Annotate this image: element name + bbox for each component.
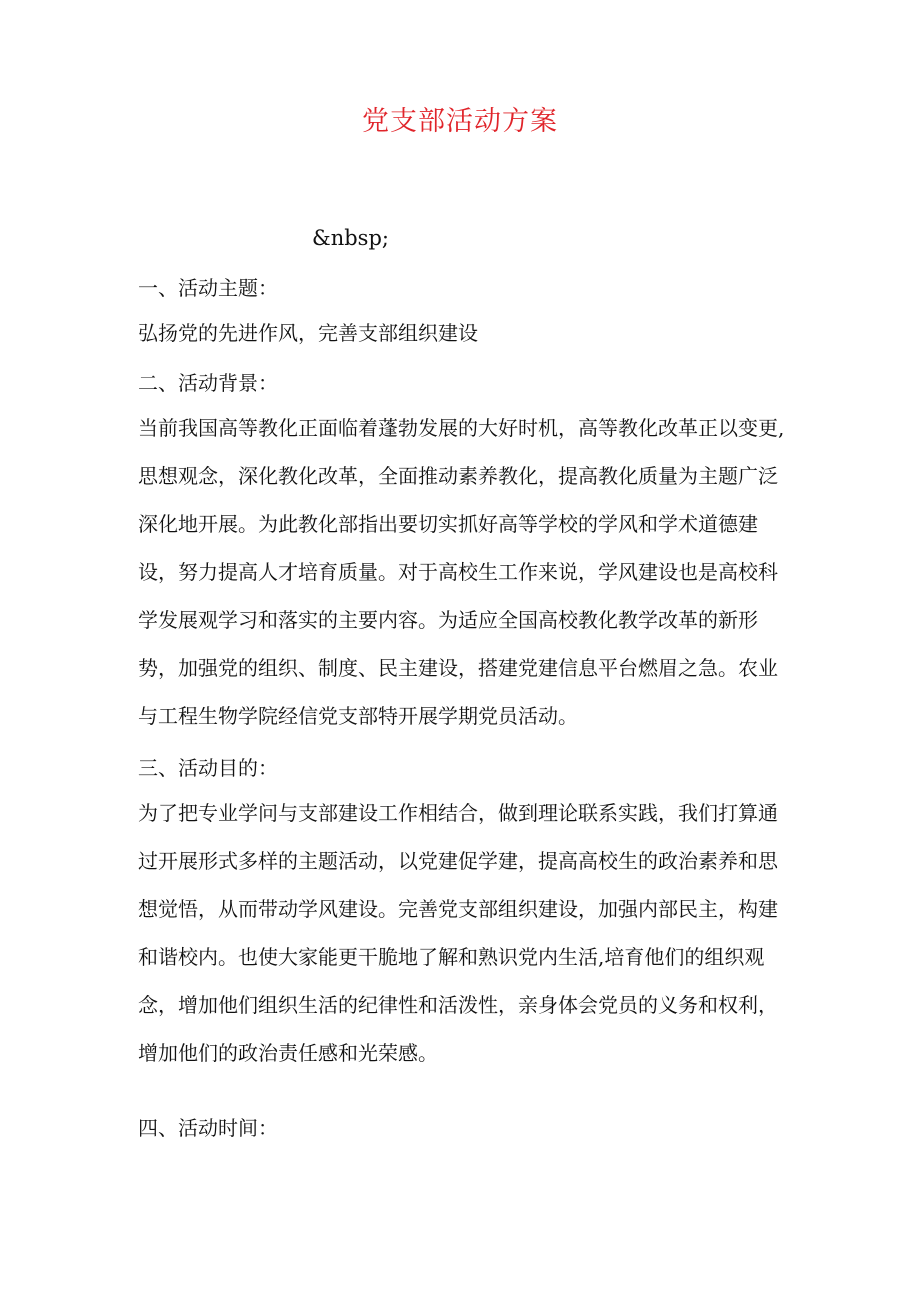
section-theme-body [138, 309, 790, 357]
section-purpose [138, 753, 790, 783]
section-theme [138, 273, 790, 303]
section-paragraph: 当前我国高等教化正面临着蓬勃发展的大好时机，高等教化改革正以变更,思想观念，深化教化改革，全面推动素养教化，提高教化质量为主题广泛深化地开展。为此教化部指出要切实抓好高等学校的学风和学术道德建设，努力提高人才培育质量。对于高校生工作来说，学风建设也是高校科学发展观学习和落实的主要内容。为适应全国高校教化教学改革的新形势，加强党的组织、制度、民主建设，搭建党建信息平台燃眉之急。农业与工程生物学院经信党支部特开展学期党员活动。 [138, 416, 785, 728]
section-paragraph: 弘扬党的先进作风，完善支部组织建设 [138, 321, 478, 345]
stray-nbsp-text: &nbsp; [312, 226, 389, 250]
section-heading: 三、活动目的： [138, 756, 278, 780]
section-purpose-body [138, 789, 790, 1077]
section-time [138, 1113, 790, 1143]
section-heading: 四、活动时间： [138, 1116, 278, 1140]
section-heading: 二、活动背景： [138, 371, 278, 395]
section-paragraph: 为了把专业学问与支部建设工作相结合，做到理论联系实践，我们打算通过开展形式多样的主题活动，以党建促学建，提高高校生的政治素养和思想觉悟，从而带动学风建设。完善党支部组织建设，加强内部民主，构建和谐校内。也使大家能更干脆地了解和熟识党内生活,培育他们的组织观念，增加他们组织生活的纪律性和活泼性，亲身体会党员的义务和权利，增加他们的政治责任感和光荣感。 [138, 801, 778, 1065]
section-background [138, 368, 790, 398]
section-heading: 一、活动主题： [138, 276, 278, 300]
document-title: 党支部活动方案 [362, 106, 558, 137]
section-background-body [138, 404, 790, 740]
